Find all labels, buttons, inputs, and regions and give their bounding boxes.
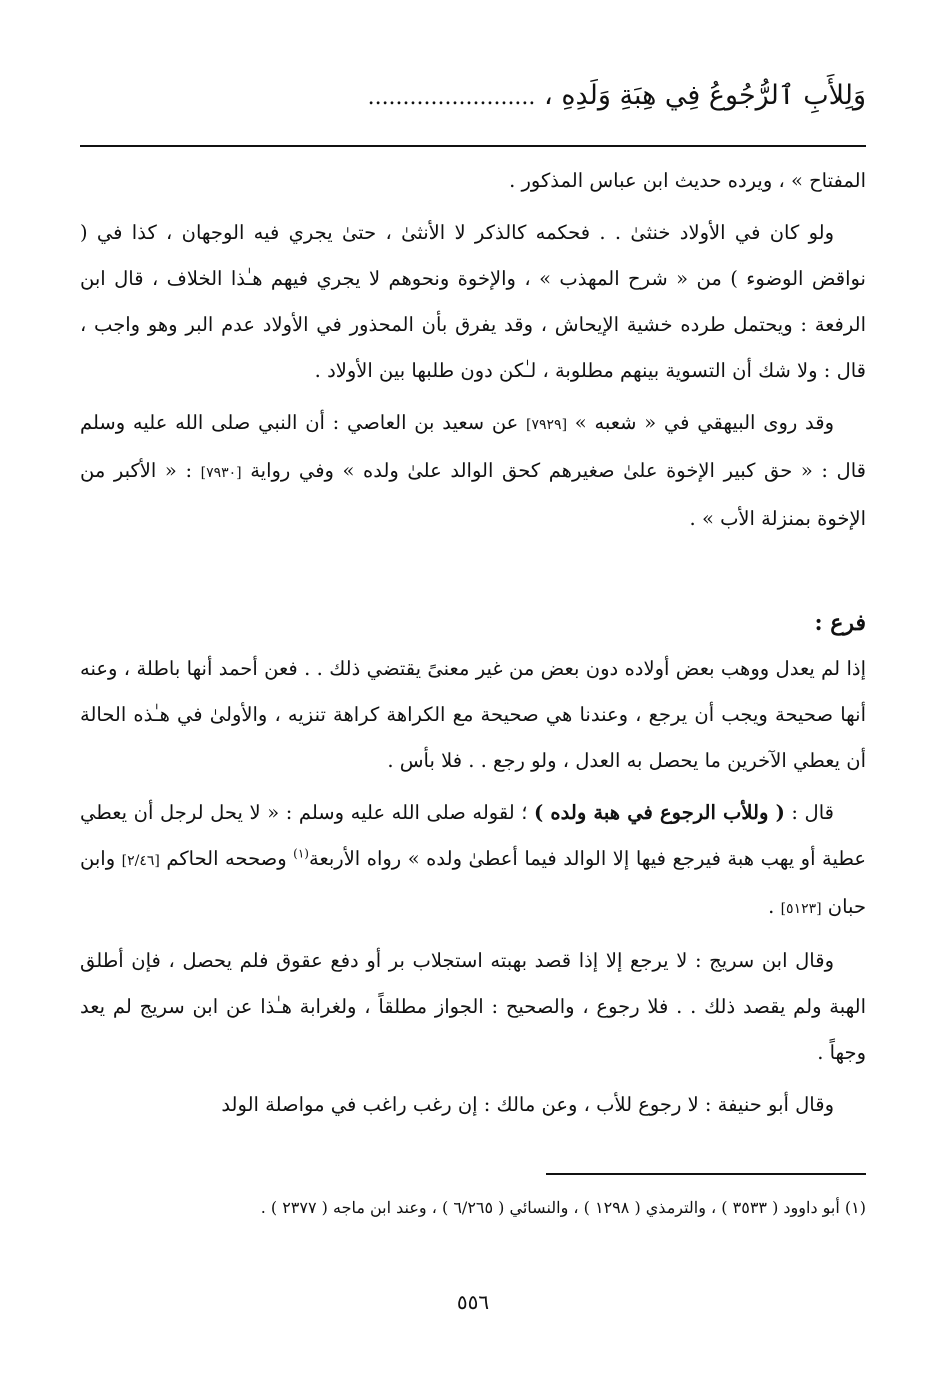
paragraph: وقال أبو حنيفة : لا رجوع للأب ، وعن مالك : إن رغب راغب في مواصلة الولد xyxy=(221,1093,834,1116)
section-heading: فرع : xyxy=(814,610,866,636)
footnote-marker: (١) xyxy=(293,846,309,861)
matn-text: ( وللأب الرجوع في هبة ولده ) xyxy=(534,801,785,824)
paragraph: إذا لم يعدل ووهب بعض أولاده دون بعض من غير معنىً يقتضي ذلك . . فعن أحمد أنها باطلة ، وعنه أنها صحيحة ويجب أن يرجع ، وعندنا هي صحيحة مع الكراهة كراهة تنزيه ، والأولىٰ في هـٰذه الحالة أن يعطي الآخرين ما يحصل به العدل ، ولو رجع . . فلا بأس . xyxy=(80,657,866,772)
reference-number: [٥١٢٣] xyxy=(780,901,822,917)
footnote-rule xyxy=(546,1173,866,1175)
header-rule xyxy=(80,145,866,147)
paragraph: ولو كان في الأولاد خنثىٰ . . فحكمه كالذكر لا الأنثىٰ ، حتىٰ يجري فيه الوجهان ، كذا في ( نواقض الوضوء ) من « شرح المهذب » ، والإخوة ونحوهم لا يجري فيهم هـٰذا الخلاف ، قال ابن الرفعة : ويحتمل طرده خشية الإيحاش ، وقد يفرق بأن المحذور في الأولاد عدم البر وهو واجب ، قال : ولا شك أن التسوية بينهم مطلوبة ، لـٰكن دون طلبها بين الأولاد . xyxy=(80,221,866,382)
leader-dots: ........................ xyxy=(367,85,536,110)
reference-number: [٢/٤٦] xyxy=(121,853,160,869)
paragraph: قال : ( وللأب الرجوع في هبة ولده ) ؛ لقوله صلى الله عليه وسلم : « لا يحل لرجل أن يعطي عطية أو يهب هبة فيرجع فيها إلا الوالد فيما أعطىٰ ولده » رواه الأربعة$^{(١)}$ وصححه الحاكم [٢/٤٦] وابن حبان [٥١٢٣] . xyxy=(80,801,866,918)
footnote: (١) أبو داوود ( ٣٥٣٣ ) ، والترمذي ( ١٢٩٨ ) ، والنسائي ( ٦/٢٦٥ ) ، وعند ابن ماجه ( ٢٣٧٧ ) . xyxy=(260,1198,866,1217)
paragraph: المفتاح » ، ويرده حديث ابن عباس المذكور . xyxy=(509,169,866,192)
paragraph: وقال ابن سريج : لا يرجع إلا إذا قصد بهبته استجلاب بر أو دفع عقوق فلم يحصل ، فإن أطلق الهبة ولم يقصد ذلك . . فلا رجوع ، والصحيح : الجواز مطلقاً ، ولغرابة هـٰذا عن ابن سريج لم يعد وجهاً . xyxy=(80,949,866,1064)
body-text xyxy=(80,158,866,1128)
running-title: وَلِلأَبِ ٱلرُّجُوعُ فِي هِبَةِ وَلَدِهِ ، xyxy=(544,80,866,111)
running-header xyxy=(80,72,866,120)
paragraph: وقد روى البيهقي في « شعبه » [٧٩٢٩] عن سعيد بن العاصي : أن النبي صلى الله عليه وسلم قال : « حق كبير الإخوة علىٰ صغيرهم كحق الوالد علىٰ ولده » وفي رواية [٧٩٣٠] : « الأكبر من الإخوة بمنزلة الأب » . xyxy=(80,411,866,530)
page-number: ٥٥٦ xyxy=(456,1290,490,1314)
reference-number: [٧٩٣٠] xyxy=(200,465,242,481)
reference-number: [٧٩٢٩] xyxy=(526,417,568,433)
